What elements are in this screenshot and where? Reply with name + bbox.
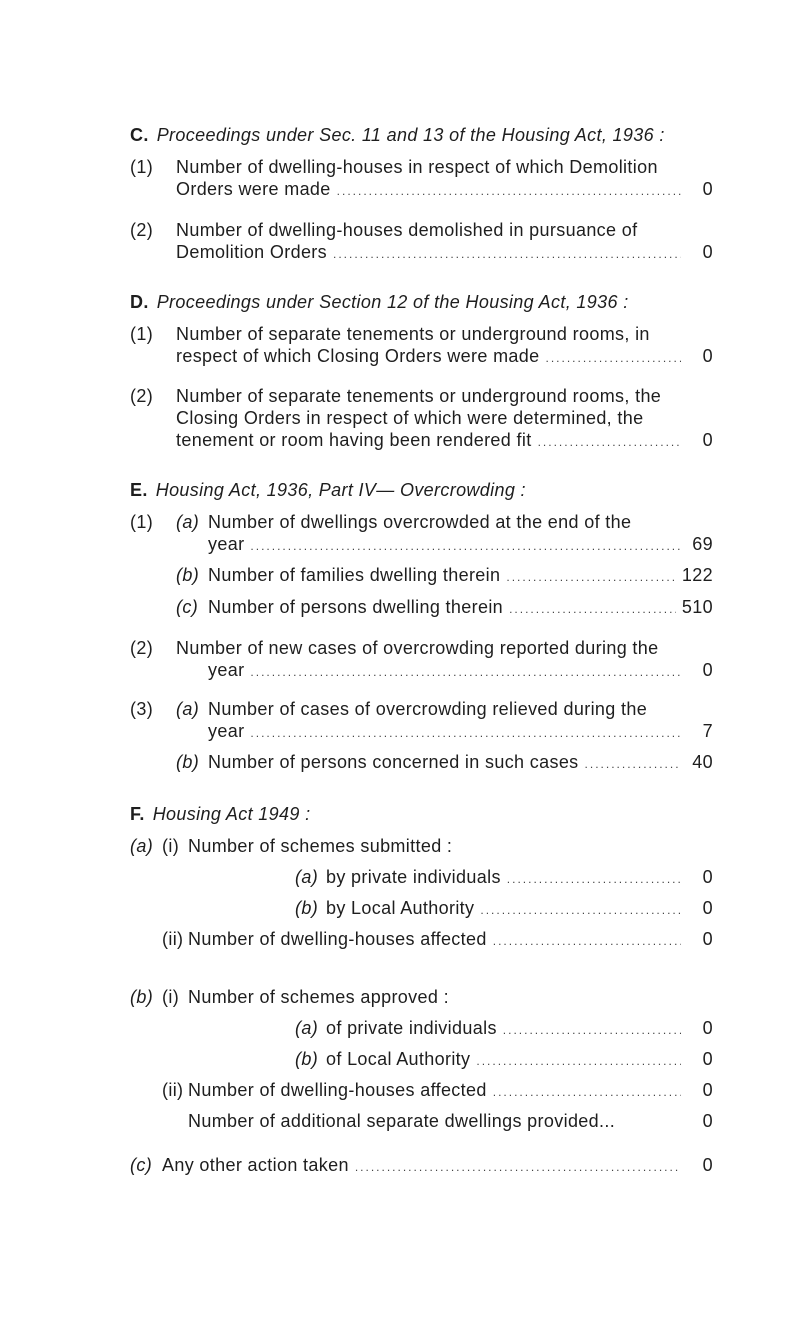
leader-dots — [493, 1081, 681, 1103]
f-a-ib-sub: (b) — [295, 898, 319, 918]
f-b-ii-text: Number of dwelling-houses affected — [188, 1080, 487, 1100]
section-c-letter: C. — [130, 125, 149, 145]
c-1-line2: Orders were made — [176, 179, 331, 199]
d-2-line3: tenement or room having been rendered fit — [176, 430, 532, 450]
f-b-ib-row — [326, 1048, 713, 1072]
f-a-ia-row — [326, 866, 713, 890]
d-2-row — [176, 429, 713, 453]
section-e-heading — [130, 479, 526, 501]
f-a-ii-row — [188, 928, 713, 952]
e-1a-value: 69 — [692, 534, 713, 554]
f-a-i-num: (i) — [162, 836, 180, 856]
f-b-ib-sub: (b) — [295, 1049, 319, 1069]
f-b-ii-row — [188, 1079, 713, 1103]
f-a-ia-text: by private individuals — [326, 867, 501, 887]
c-2-line2: Demolition Orders — [176, 242, 327, 262]
f-b-ib-value: 0 — [702, 1049, 713, 1069]
f-a-i-text: Number of schemes submitted : — [188, 836, 453, 856]
f-a-ia-value: 0 — [702, 867, 713, 887]
e-1c-value: 510 — [681, 597, 713, 617]
e-1a-sub: (a) — [176, 512, 200, 532]
f-a-ii-num: (ii) — [162, 929, 184, 949]
f-c-label: (c) — [130, 1155, 153, 1175]
d-1-line2: respect of which Closing Orders were made — [176, 346, 540, 366]
e-3b-sub: (b) — [176, 752, 200, 772]
d-1-row — [176, 345, 713, 369]
e-1c-sub: (c) — [176, 597, 199, 617]
section-d-letter: D. — [130, 292, 149, 312]
leader-dots — [250, 535, 681, 557]
e-1a-line1: Number of dwellings overcrowded at the end of the — [208, 512, 632, 532]
f-b-ia-text: of private individuals — [326, 1018, 497, 1038]
f-b-ii-num: (ii) — [162, 1080, 184, 1100]
e-3a-value: 7 — [702, 721, 713, 741]
f-c-value: 0 — [702, 1155, 713, 1175]
c-1-num: (1) — [130, 157, 154, 177]
f-a-ib-text: by Local Authority — [326, 898, 475, 918]
leader-dots — [337, 180, 681, 202]
leader-dots — [480, 899, 681, 921]
f-b-ib-text: of Local Authority — [326, 1049, 471, 1069]
leader-dots — [355, 1156, 681, 1178]
e-1c-text: Number of persons dwelling therein — [208, 597, 504, 617]
e-2-row — [208, 659, 713, 683]
leader-dots — [585, 753, 681, 775]
e-2-num: (2) — [130, 638, 154, 658]
c-2-line1: Number of dwelling-houses demolished in pursuance of — [176, 220, 638, 240]
f-b-extra-value: 0 — [702, 1111, 713, 1131]
c-1-line1: Number of dwelling-houses in respect of which Demolition — [176, 157, 658, 177]
section-d-title: Proceedings under Section 12 of the Housing Act, 1936 : — [156, 292, 629, 312]
f-a-ia-sub: (a) — [295, 867, 319, 887]
e-1b-sub: (b) — [176, 565, 200, 585]
e-1b-value: 122 — [681, 565, 713, 585]
e-2-line2: year — [208, 660, 245, 680]
e-1-num: (1) — [130, 512, 154, 532]
e-3-num: (3) — [130, 699, 154, 719]
section-f-letter: F. — [130, 804, 145, 824]
d-2-line1: Number of separate tenements or underground rooms, the — [176, 386, 662, 406]
section-f-heading — [130, 803, 310, 825]
d-2-line2: Closing Orders in respect of which were determined, the — [176, 408, 644, 428]
e-3b-value: 40 — [692, 752, 713, 772]
e-1c-row — [208, 596, 713, 620]
f-b-ia-row — [326, 1017, 713, 1041]
f-b-label: (b) — [130, 987, 154, 1007]
e-1b-text: Number of families dwelling therein — [208, 565, 501, 585]
leader-dots — [506, 566, 676, 588]
c-2-num: (2) — [130, 220, 154, 240]
leader-dots — [493, 930, 681, 952]
section-e-title: Housing Act, 1936, Part IV— Overcrowding : — [155, 480, 526, 500]
leader-dots — [538, 431, 681, 453]
f-b-i-num: (i) — [162, 987, 180, 1007]
leader-dots — [333, 243, 681, 265]
e-1a-line2: year — [208, 534, 245, 554]
e-3a-line2: year — [208, 721, 245, 741]
f-c-text: Any other action taken — [162, 1155, 349, 1175]
section-f-title: Housing Act 1949 : — [152, 804, 311, 824]
leader-dots — [509, 598, 676, 620]
leader-dots — [250, 722, 681, 744]
f-c-row — [162, 1154, 713, 1178]
leader-dots — [476, 1050, 681, 1072]
f-b-i-text: Number of schemes approved : — [188, 987, 449, 1007]
e-2-value: 0 — [702, 660, 713, 680]
f-a-ib-row — [326, 897, 713, 921]
e-1a-row — [208, 533, 713, 557]
f-a-ii-value: 0 — [702, 929, 713, 949]
f-b-ii-value: 0 — [702, 1080, 713, 1100]
section-c-heading — [130, 124, 665, 146]
c-2-value: 0 — [702, 242, 713, 262]
d-1-line1: Number of separate tenements or underground rooms, in — [176, 324, 650, 344]
e-3a-sub: (a) — [176, 699, 200, 719]
d-1-value: 0 — [702, 346, 713, 366]
c-2-row — [176, 241, 713, 265]
f-a-ib-value: 0 — [702, 898, 713, 918]
e-2-line1: Number of new cases of overcrowding reported during the — [176, 638, 659, 658]
f-b-ia-value: 0 — [702, 1018, 713, 1038]
e-3b-row — [208, 751, 713, 775]
leader-dots — [546, 347, 682, 369]
e-1b-row — [208, 564, 713, 588]
leader-dots — [503, 1019, 681, 1041]
f-a-ii-text: Number of dwelling-houses affected — [188, 929, 487, 949]
f-b-extra-text: Number of additional separate dwellings provided... — [188, 1111, 616, 1131]
d-2-num: (2) — [130, 386, 154, 406]
f-a-label: (a) — [130, 836, 154, 856]
leader-dots — [507, 868, 681, 890]
e-3a-line1: Number of cases of overcrowding relieved during the — [208, 699, 648, 719]
f-b-ia-sub: (a) — [295, 1018, 319, 1038]
d-2-value: 0 — [702, 430, 713, 450]
f-b-extra-row — [188, 1110, 713, 1132]
c-1-value: 0 — [702, 179, 713, 199]
e-3a-row — [208, 720, 713, 744]
e-3b-text: Number of persons concerned in such cases — [208, 752, 579, 772]
section-c-title: Proceedings under Sec. 11 and 13 of the Housing Act, 1936 : — [156, 125, 665, 145]
d-1-num: (1) — [130, 324, 154, 344]
section-e-letter: E. — [130, 480, 148, 500]
leader-dots — [250, 661, 681, 683]
c-1-row — [176, 178, 713, 202]
section-d-heading — [130, 291, 629, 313]
